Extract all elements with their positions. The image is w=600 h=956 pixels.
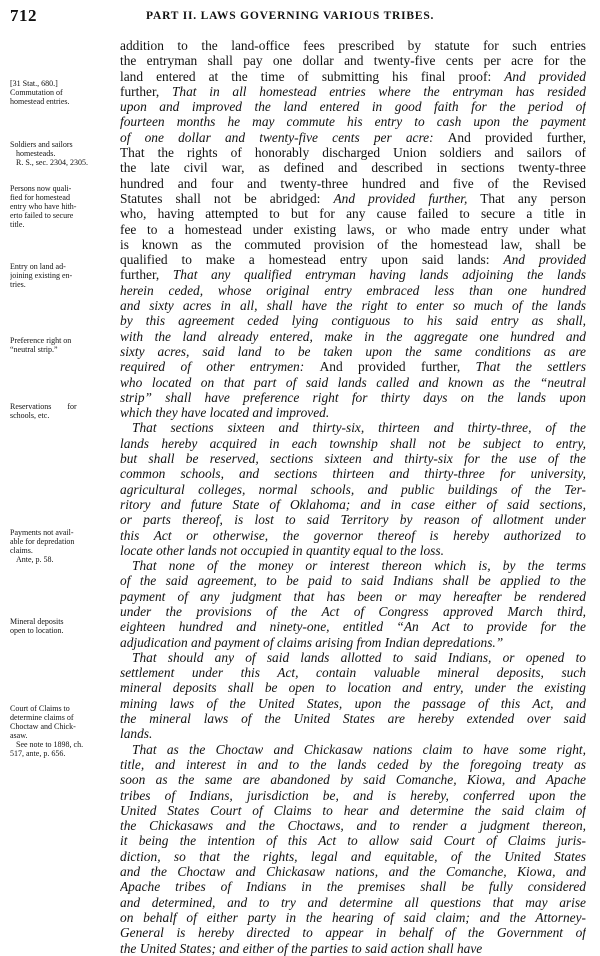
running-head: PART II. LAWS GOVERNING VARIOUS TRIBES. (146, 10, 435, 22)
body-line: lands. (120, 726, 153, 742)
margin-note-commutation: [31 Stat., 680.] Commutation of homestead entries. (10, 79, 70, 106)
body-line: That as the Choctaw and Chickasaw nations claim to have some right, (132, 741, 586, 757)
statute-body-text (120, 38, 586, 956)
body-line: ritory and future State of Oklahoma; and in case either of said sections, (120, 496, 586, 512)
body-line: the entryman shall pay one dollar and twenty-five cents per acre for the (120, 53, 586, 69)
body-line: mining laws of the United States, upon the passage of this Act, and (120, 695, 586, 711)
body-line: but shall be reserved, sections sixteen and thirty-six for the use of the (120, 451, 586, 467)
body-line: land entered at the time of submitting his final proof: And provided (120, 68, 586, 84)
body-line: settlement under this Act, contain valuable mineral deposits, such (120, 665, 586, 681)
margin-note-court-of-claims: Court of Claims to determine claims of Choctaw and Chick- asaw. See note to 1898, ch. 517, ante, p. 656. (10, 704, 84, 758)
body-line: fourteen months he may commute his entry to cash upon the payment (120, 114, 586, 130)
body-line: soon as the same are abandoned by said Comanche, Kiowa, and Apache (120, 772, 586, 788)
body-line: fee to a homestead under existing laws, or who made entry under what (120, 221, 586, 237)
body-line: further, That in all homestead entries where the entryman has resided (120, 83, 586, 99)
body-line: common schools, and sections thirteen and thirty-three for university, (120, 466, 586, 482)
body-line: and sixty acres in all, shall have the right to enter so much of the lands (120, 298, 586, 314)
margin-note-mineral-deposits: Mineral deposits open to location. (10, 617, 64, 635)
margin-note-adjoining-entry: Entry on land ad- joining existing en- tries. (10, 262, 73, 289)
body-line: strip” shall have preference right for thirty days on the lands upon (120, 389, 586, 405)
body-line: qualified to make a homestead entry upon said lands: And provided (120, 252, 586, 268)
body-line: United States Court of Claims to hear and determine the said claim of (120, 802, 586, 818)
margin-note-soldiers-sailors: Soldiers and sailors homesteads. R. S., sec. 2304, 2305. (10, 140, 88, 167)
margin-note-reservations-schools: Reservations for schools, etc. (10, 402, 77, 420)
body-line: General is hereby directed to appear in behalf of the Government of (120, 925, 586, 941)
body-line: upon and improved the land entered in good faith for the period of (120, 99, 586, 115)
body-line: who, having attempted to but for any cause failed to secure a title in (120, 206, 586, 222)
body-line: who located on that part of said lands called and known as the “neutral (120, 374, 586, 390)
body-line: eighteen hundred and ninety-one, entitled “An Act to provide for the (120, 619, 586, 635)
body-line: it being the intention of this Act to allow said Court of Claims juris- (120, 833, 586, 849)
body-line: this Act or otherwise, the governor thereof is hereby authorized to (120, 527, 586, 543)
body-line: of the said agreement, to be paid to said Indians shall be applied to the (120, 573, 586, 589)
body-line: the United States; and either of the parties to said action shall have (120, 940, 483, 956)
body-line: diction, so that the rights, legal and equitable, of the United States (120, 848, 586, 864)
body-line: and the Choctaw and Chickasaw nations, and the Comanche, Kiowa, and (120, 864, 586, 880)
margin-note-neutral-strip: Preference right on “neutral strip.” (10, 336, 72, 354)
page-number: 712 (10, 6, 37, 25)
body-line: and determined, and to try and determine all questions that may arise (120, 894, 586, 910)
body-line: Statutes shall not be abridged: And provided further, That any person (120, 190, 586, 206)
body-line: further, That any qualified entryman having lands adjoining the lands (120, 267, 586, 283)
body-line: under the provisions of the Act of Congress approved March third, (120, 603, 586, 619)
body-line: sixty acres, said land to be taken upon the same conditions as are (120, 343, 586, 359)
body-line: herein ceded, whose original entry embraced less than one hundred (120, 282, 586, 298)
body-line: payment of any judgment that has been or may hereafter be rendered (120, 588, 586, 604)
body-line: by this agreement ceded lying contiguous to his said entry as shall, (120, 313, 586, 329)
body-line: the late civil war, as defined and described in sections twenty-three (120, 160, 586, 176)
body-line: title, and interest in and to the lands ceded by the foregoing treaty as (120, 756, 586, 772)
body-line: which they have located and improved. (120, 405, 330, 421)
body-line: hundred and four and twenty-three hundred and five of the Revised (120, 175, 586, 191)
body-line: is known as the commuted provision of the homestead law, shall be (120, 236, 586, 252)
body-line: That none of the money or interest thereon which is, by the terms (132, 558, 586, 574)
body-line: That the rights of honorably discharged Union soldiers and sailors of (120, 145, 586, 161)
body-line: required of other entrymen: And provided further, That the settlers (120, 359, 586, 375)
body-line: agricultural colleges, normal schools, and public buildings of the Ter- (120, 481, 586, 497)
body-line: on behalf of either party in the hearing of said claim; and the Attorney- (120, 909, 586, 925)
body-line: of one dollar and twenty-five cents per acre: And provided further, (120, 129, 586, 145)
body-line: with the land already entered, make in the aggregate one hundred and (120, 328, 586, 344)
body-line: addition to the land-office fees prescribed by statute for such entries (120, 38, 586, 53)
margin-note-depredation-claims: Payments not avail- able for depredation claims. Ante, p. 58. (10, 528, 75, 564)
page-header (10, 6, 590, 28)
body-line: mineral deposits shall be open to location and entry, under the existing (120, 680, 586, 696)
body-line: That should any of said lands allotted to said Indians, or opened to (132, 649, 586, 665)
body-line: adjudication and payment of claims arising from Indian depredations.” (120, 634, 504, 650)
body-line: the Chickasaws and the Choctaws, and to render a judgment thereon, (120, 818, 586, 834)
margin-note-persons-qualified: Persons now quali- fied for homestead entry who have hith- erto failed to secure title. (10, 184, 77, 229)
body-line: Apache tribes of Indians in the premises shall be fully considered (120, 879, 586, 895)
body-line: tribes of Indians, jurisdiction be, and is hereby, conferred upon the (120, 787, 586, 803)
body-line: lands hereby acquired in each township shall not be subject to entry, (120, 435, 586, 451)
body-line: or parts thereof, is lost to said Territory by reason of allotment under (120, 512, 586, 528)
body-line: the mineral laws of the United States are hereby extended over said (120, 711, 586, 727)
body-line: locate other lands not occupied in quantity equal to the loss. (120, 542, 444, 558)
body-line: That sections sixteen and thirty-six, thirteen and thirty-three, of the (132, 420, 586, 436)
